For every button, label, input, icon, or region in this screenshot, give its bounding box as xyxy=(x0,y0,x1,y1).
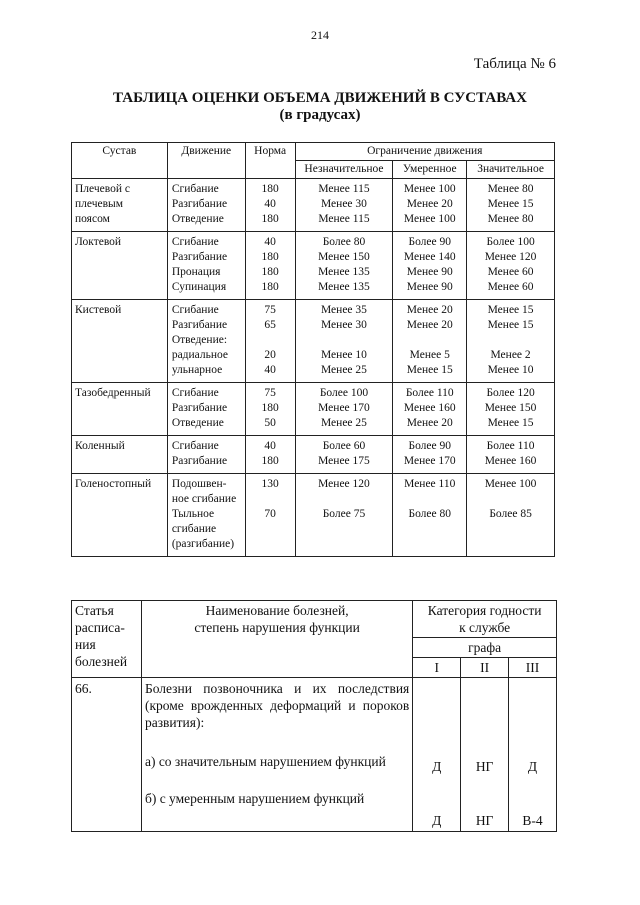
moderate-value xyxy=(395,492,464,507)
minor-value: Менее 30 xyxy=(320,319,367,331)
significant-value: Более 100 xyxy=(486,236,535,248)
minor-value: Менее 150 xyxy=(318,251,370,263)
minor-value xyxy=(298,522,391,537)
movements-value: Пронация xyxy=(171,266,221,278)
significant-cell xyxy=(467,232,555,300)
grade-a-col2: НГ xyxy=(475,759,494,774)
joint-name-cell xyxy=(72,436,168,474)
norm-value xyxy=(248,333,293,348)
norm-cell xyxy=(245,179,295,232)
significant-value: Менее 60 xyxy=(487,281,534,293)
minor-value: Более 80 xyxy=(322,236,366,248)
header-column-1: I xyxy=(413,658,461,678)
joint-name-line: Кистевой xyxy=(75,304,122,316)
header-column-2: II xyxy=(461,658,509,678)
header-significant: Значительное xyxy=(467,161,555,179)
significant-value: Менее 15 xyxy=(487,417,534,429)
significant-value xyxy=(469,537,552,552)
significant-value: Менее 15 xyxy=(487,319,534,331)
moderate-value: Менее 20 xyxy=(406,417,453,429)
significant-value: Менее 120 xyxy=(484,251,537,263)
minor-value xyxy=(298,537,391,552)
moderate-value: Менее 170 xyxy=(403,455,456,467)
norm-cell xyxy=(245,436,295,474)
header-grafa: графа xyxy=(413,638,557,658)
movements-value: Сгибание xyxy=(171,304,219,316)
joint-name-line: Голеностопный xyxy=(75,478,152,490)
grade-a-col3: Д xyxy=(527,759,538,774)
movements-value: Разгибание xyxy=(171,198,228,210)
joint-row xyxy=(72,300,555,383)
joint-name-cell xyxy=(72,474,168,557)
disease-description xyxy=(141,678,412,832)
minor-value: Менее 135 xyxy=(318,281,370,293)
joint-row xyxy=(72,232,555,300)
header-minor: Незначительное xyxy=(295,161,393,179)
moderate-value: Менее 90 xyxy=(406,281,453,293)
significant-value: Менее 150 xyxy=(484,402,537,414)
table-title xyxy=(0,90,640,124)
header-disease-name: Наименование болезней, степень нарушения функции xyxy=(141,601,412,678)
norm-value: 180 xyxy=(261,183,279,195)
norm-value: 20 xyxy=(264,349,276,361)
moderate-value: Менее 110 xyxy=(404,478,456,490)
movements-value: Супинация xyxy=(171,281,227,293)
norm-cell xyxy=(245,232,295,300)
movements-value: Тыльное xyxy=(171,508,215,520)
grade-b-col1: Д xyxy=(432,813,442,828)
header-column-3: III xyxy=(509,658,557,678)
joint-row xyxy=(72,383,555,436)
movements-value: Сгибание xyxy=(171,440,219,452)
header-movement: Движение xyxy=(167,143,245,179)
norm-value: 180 xyxy=(261,266,279,278)
joint-motion-table xyxy=(71,142,555,557)
joint-name-line: Тазобедренный xyxy=(75,387,151,399)
movements-value: Отведение: xyxy=(171,334,228,346)
norm-cell xyxy=(245,383,295,436)
joint-name-line: Локтевой xyxy=(75,236,122,248)
movements-value: (разгибание) xyxy=(171,538,235,550)
significant-value: Более 110 xyxy=(486,440,535,452)
minor-cell xyxy=(295,436,393,474)
minor-cell xyxy=(295,474,393,557)
minor-cell xyxy=(295,383,393,436)
moderate-value: Менее 100 xyxy=(403,183,456,195)
significant-value: Менее 80 xyxy=(487,183,534,195)
norm-value: 180 xyxy=(261,213,279,225)
norm-value xyxy=(248,522,293,537)
joint-name-cell xyxy=(72,232,168,300)
minor-value: Менее 25 xyxy=(320,364,367,376)
moderate-value: Менее 140 xyxy=(403,251,456,263)
minor-value: Более 75 xyxy=(322,508,366,520)
minor-value: Менее 25 xyxy=(320,417,367,429)
header-article: Статья расписа- ния болезней xyxy=(72,601,142,678)
norm-value: 180 xyxy=(261,402,279,414)
significant-value: Менее 2 xyxy=(490,349,531,361)
movement-cell xyxy=(167,474,245,557)
norm-value: 40 xyxy=(264,364,276,376)
significant-value: Менее 15 xyxy=(487,304,534,316)
moderate-value: Более 80 xyxy=(408,508,452,520)
norm-value xyxy=(248,492,293,507)
minor-value: Менее 35 xyxy=(320,304,367,316)
disease-table xyxy=(71,600,557,832)
movement-cell xyxy=(167,436,245,474)
movements-value: ульнарное xyxy=(171,364,223,376)
moderate-value: Менее 5 xyxy=(409,349,450,361)
movements-value: сгибание xyxy=(171,523,217,535)
moderate-cell xyxy=(393,300,467,383)
moderate-value: Более 90 xyxy=(408,440,452,452)
minor-value: Менее 135 xyxy=(318,266,370,278)
moderate-value xyxy=(395,333,464,348)
movement-cell xyxy=(167,300,245,383)
norm-value: 180 xyxy=(261,281,279,293)
moderate-value xyxy=(395,537,464,552)
minor-value xyxy=(298,333,391,348)
page-number: 214 xyxy=(311,28,329,42)
significant-value: Более 85 xyxy=(489,508,532,520)
minor-value: Менее 120 xyxy=(318,478,370,490)
moderate-value: Менее 15 xyxy=(406,364,453,376)
movement-cell xyxy=(167,179,245,232)
movements-value: Разгибание xyxy=(171,402,228,414)
disease-item-a: а) со значительным нарушением функций xyxy=(144,754,386,769)
grade-column-2 xyxy=(461,678,509,832)
moderate-value: Менее 90 xyxy=(406,266,453,278)
moderate-value: Более 90 xyxy=(408,236,452,248)
significant-cell xyxy=(467,474,555,557)
norm-value: 40 xyxy=(264,198,276,210)
minor-value: Менее 115 xyxy=(318,183,370,195)
movements-value: Отведение xyxy=(171,213,224,225)
norm-value: 75 xyxy=(264,304,276,316)
movements-value: Подошвен- xyxy=(171,478,227,490)
minor-cell xyxy=(295,232,393,300)
norm-value: 180 xyxy=(261,251,279,263)
joint-table-body xyxy=(72,179,555,557)
joint-row xyxy=(72,474,555,557)
disease-intro: Болезни позвоночника и их последствия (кроме врожденных деформаций и пороков развития): xyxy=(144,681,410,730)
significant-value: Менее 80 xyxy=(487,213,534,225)
movements-value: ное сгибание xyxy=(171,493,237,505)
significant-cell xyxy=(467,179,555,232)
norm-value: 40 xyxy=(264,440,276,452)
movement-cell xyxy=(167,383,245,436)
minor-value: Более 100 xyxy=(319,387,369,399)
significant-value: Менее 160 xyxy=(484,455,537,467)
moderate-cell xyxy=(393,179,467,232)
title-line-2: (в градусах) xyxy=(279,107,361,123)
significant-cell xyxy=(467,383,555,436)
movements-value: Сгибание xyxy=(171,387,219,399)
significant-value: Более 120 xyxy=(486,387,535,399)
norm-value: 65 xyxy=(264,319,276,331)
minor-cell xyxy=(295,300,393,383)
grade-column-1 xyxy=(413,678,461,832)
norm-cell xyxy=(245,300,295,383)
moderate-value xyxy=(395,522,464,537)
joint-name-line: Коленный xyxy=(75,440,125,452)
minor-value: Менее 170 xyxy=(318,402,370,414)
joint-name-cell xyxy=(72,179,168,232)
moderate-value: Менее 20 xyxy=(406,304,453,316)
movements-value: Сгибание xyxy=(171,236,219,248)
moderate-value: Более 110 xyxy=(405,387,454,399)
grade-b-col3: В-4 xyxy=(522,813,543,828)
joint-name-cell xyxy=(72,383,168,436)
header-fitness-category: Категория годности к службе xyxy=(413,601,557,638)
grade-a-col1: Д xyxy=(432,759,442,774)
norm-value: 180 xyxy=(261,455,279,467)
movements-value: Разгибание xyxy=(171,251,228,263)
minor-value: Менее 30 xyxy=(320,198,367,210)
norm-value: 70 xyxy=(264,508,276,520)
grade-b-col2: НГ xyxy=(475,813,494,828)
norm-value xyxy=(248,537,293,552)
header-moderate: Умеренное xyxy=(393,161,467,179)
joint-name-line: плечевым xyxy=(75,198,124,210)
movements-value: Разгибание xyxy=(171,319,228,331)
joint-name-line: Плечевой с xyxy=(75,183,130,195)
movements-value: Сгибание xyxy=(171,183,219,195)
movements-value: Разгибание xyxy=(171,455,228,467)
disease-row xyxy=(72,678,557,832)
norm-value: 50 xyxy=(264,417,276,429)
table-caption: Таблица № 6 xyxy=(473,56,556,72)
significant-value xyxy=(469,333,552,348)
significant-value: Менее 60 xyxy=(487,266,534,278)
header-joint: Сустав xyxy=(72,143,168,179)
significant-value: Менее 10 xyxy=(487,364,534,376)
significant-value xyxy=(469,492,552,507)
article-number: 66. xyxy=(72,678,142,832)
movements-value: Отведение xyxy=(171,417,224,429)
significant-cell xyxy=(467,436,555,474)
significant-cell xyxy=(467,300,555,383)
header-norm: Норма xyxy=(245,143,295,179)
moderate-cell xyxy=(393,474,467,557)
title-line-1: ТАБЛИЦА ОЦЕНКИ ОБЪЕМА ДВИЖЕНИЙ В СУСТАВАХ xyxy=(113,90,527,106)
joint-name-line: поясом xyxy=(75,213,110,225)
significant-value: Менее 15 xyxy=(487,198,534,210)
significant-value: Менее 100 xyxy=(484,478,537,490)
minor-value: Менее 115 xyxy=(318,213,370,225)
moderate-value: Менее 20 xyxy=(406,319,453,331)
joint-row xyxy=(72,179,555,232)
moderate-value: Менее 20 xyxy=(406,198,453,210)
movement-cell xyxy=(167,232,245,300)
joint-row xyxy=(72,436,555,474)
joint-name-cell xyxy=(72,300,168,383)
norm-value: 40 xyxy=(264,236,276,248)
moderate-value: Менее 160 xyxy=(403,402,456,414)
disease-item-b: б) с умеренным нарушением функций xyxy=(144,791,365,806)
significant-value xyxy=(469,522,552,537)
norm-cell xyxy=(245,474,295,557)
moderate-cell xyxy=(393,232,467,300)
moderate-value: Менее 100 xyxy=(403,213,456,225)
norm-value: 75 xyxy=(264,387,276,399)
grade-column-3 xyxy=(509,678,557,832)
moderate-cell xyxy=(393,383,467,436)
header-limitation: Ограничение движения xyxy=(295,143,554,161)
norm-value: 130 xyxy=(261,478,279,490)
minor-value xyxy=(298,492,391,507)
minor-value: Менее 10 xyxy=(320,349,367,361)
minor-value: Менее 175 xyxy=(318,455,370,467)
minor-cell xyxy=(295,179,393,232)
movements-value: радиальное xyxy=(171,349,229,361)
moderate-cell xyxy=(393,436,467,474)
minor-value: Более 60 xyxy=(322,440,366,452)
